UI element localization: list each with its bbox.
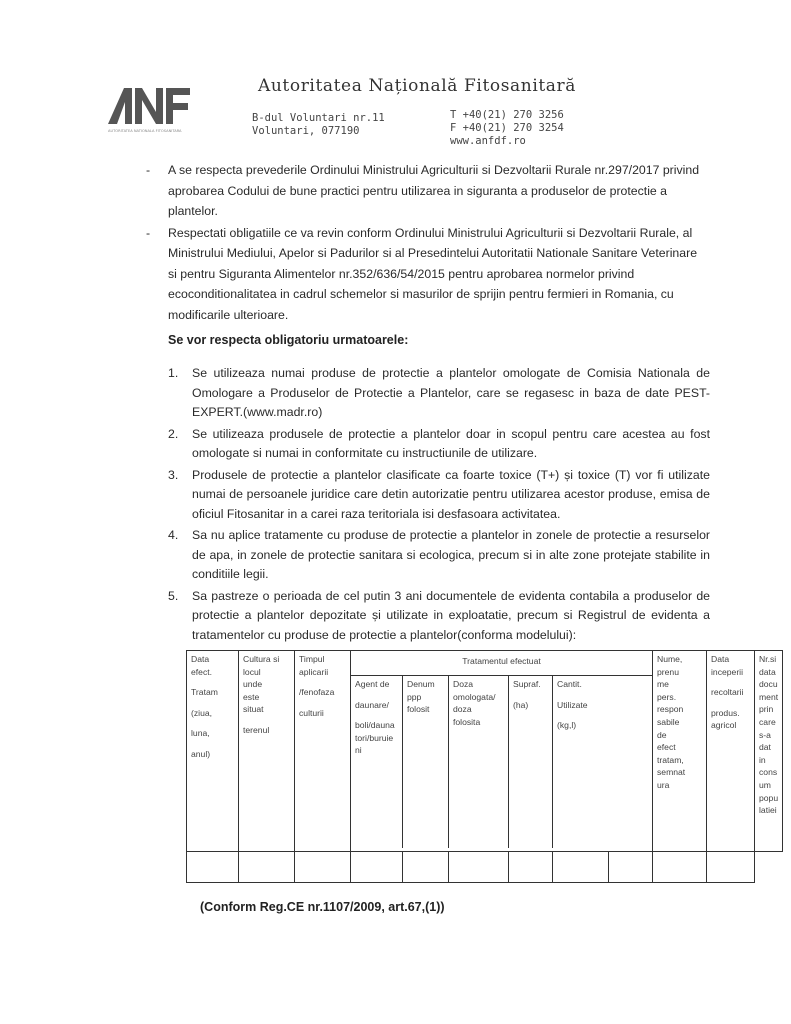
table-cell[interactable] <box>403 852 449 883</box>
header-line: unde <box>243 679 263 690</box>
header-line: situat <box>243 704 264 715</box>
header-line: luna, <box>191 728 210 739</box>
address-line: Voluntari, 077190 <box>252 125 360 137</box>
header-line: Cultura si <box>243 654 280 664</box>
header-line <box>355 691 398 699</box>
table-cell[interactable] <box>295 852 351 883</box>
header-line: efect. <box>191 666 213 677</box>
header-line: prenu <box>657 666 679 677</box>
treatment-group <box>351 651 653 852</box>
table-cell[interactable] <box>609 852 653 883</box>
table-cell[interactable] <box>553 852 609 883</box>
header-line: docu <box>759 679 778 690</box>
col-cantit <box>553 676 609 848</box>
item-text: Sa nu aplice tratamente cu produse de protectie a plantelor in zonele de protectie a resurselor de apa, in zonele de protectie sanitara si ecologica, precum si in alte zone protejate stabilite in conditiile legii. <box>192 528 710 581</box>
fax-number: F +40(21) 270 3254 <box>450 122 564 134</box>
header-line: Data <box>711 654 730 664</box>
header-line: produs. <box>711 707 740 718</box>
item-number: 1. <box>168 366 179 380</box>
table-cell[interactable] <box>509 852 553 883</box>
header-line: respon <box>657 704 684 715</box>
header-line <box>191 719 234 727</box>
table-cell[interactable] <box>351 852 403 883</box>
list-item <box>168 587 710 646</box>
logo-caption: AUTORITATEA NATIONALA FITOSANITARA <box>108 129 182 133</box>
header-line: Supraf. <box>513 679 541 689</box>
header-line: locul <box>243 666 261 677</box>
item-text: Sa pastreze o perioada de cel putin 3 ani documentele de evidenta contabila a produselor de protectie a plantelor depozitate și utilizate in exploatatie, precum si Registrul de evidenta a tratamentelor cu produse de protectie a plantelor(conforma modelului): <box>192 588 710 642</box>
table-cell[interactable] <box>449 852 509 883</box>
header-line <box>557 691 605 699</box>
col-inceperii <box>707 651 755 852</box>
col-nr-si-data <box>755 651 783 852</box>
header-line <box>711 678 750 686</box>
header-line <box>191 678 234 686</box>
header-line <box>191 699 234 707</box>
header-line: este <box>243 691 260 702</box>
obligations-list <box>168 364 710 647</box>
header-line: data <box>759 666 776 677</box>
header-line: recoltarii <box>711 687 744 698</box>
treatment-register-table <box>186 650 783 883</box>
anf-logo <box>108 84 228 134</box>
header-line <box>711 699 750 707</box>
col-nume <box>653 651 707 852</box>
header-line <box>191 740 234 748</box>
col-supraf <box>509 676 553 848</box>
col-timpul <box>295 651 351 852</box>
header-line: s-a <box>759 729 771 740</box>
header-line: Nume, <box>657 654 683 664</box>
header-line: ura <box>657 779 670 790</box>
header-line: (kg,l) <box>557 720 577 731</box>
table-cell[interactable] <box>707 852 755 883</box>
bullet-text: A se respecta prevederile Ordinului Ministrului Agriculturii si Dezvoltarii Rurale nr.297/2017 privind aprobarea Codului de bune practici pentru utilizarea in siguranta a produselor de protectie a plantelor. <box>168 163 700 218</box>
header-line: Timpul <box>299 654 325 664</box>
bullet-list <box>146 160 706 326</box>
bullet-item: - Respectati obligatiile ce va revin conform Ordinului Ministrului Agriculturii si Dezvoltarii Rurale, al Ministrului Mediului, Apelor si Padurilor si al Presedintelui Autoritatii Nationale Sanitare Veterinare si pentru Siguranta Alimentelor nr.352/636/54/2015 pentru aprobarea normelor privind ecoconditionalitatea in cadrul schemelor si masurilor de sprijin pentru fermieri in Romania, cu modificarile ulterioare. <box>146 225 698 322</box>
header-line: terenul <box>243 724 270 735</box>
header-line <box>557 711 605 719</box>
item-text: Se utilizeaza numai produse de protectie a plantelor omologate de Comisia Nationala de Omologare a Produselor de Protectie a Plantelor, care se regasesc in baza de date PEST-EXPERT.(www.madr.ro) <box>192 366 710 419</box>
header-line: latiei <box>759 805 777 816</box>
header-line: Agent de <box>355 679 390 689</box>
header-line: ni <box>355 745 362 756</box>
list-item <box>168 425 710 464</box>
header-line: Utilizate <box>557 699 588 710</box>
table-cell[interactable] <box>187 852 239 883</box>
header-line: semnat <box>657 767 686 778</box>
col-doza <box>449 676 509 848</box>
header-line: folosit <box>407 704 430 715</box>
header-line: cons <box>759 767 778 778</box>
website-link[interactable]: www.anfdf.ro <box>450 135 526 147</box>
bullet-item: - A se respecta prevederile Ordinului Ministrului Agriculturii si Dezvoltarii Rurale nr.297/2017 privind aprobarea Codului de bune practici pentru utilizarea in siguranta a produselor de protectie a plantelor. <box>146 163 700 218</box>
header-line <box>355 711 398 719</box>
header-line: dat <box>759 742 771 753</box>
header-line: doza <box>453 704 472 715</box>
header-line: /fenofaza <box>299 687 335 698</box>
header-line: um <box>759 779 771 790</box>
header-line: efect <box>657 742 676 753</box>
header-line: ppp <box>407 691 422 702</box>
header-line: culturii <box>299 707 324 718</box>
contact-block <box>450 109 564 148</box>
header-line <box>243 716 290 724</box>
list-item <box>168 526 710 585</box>
item-number: 5. <box>168 588 179 603</box>
organization-name: Autoritatea Națională Fitosanitară <box>258 76 576 96</box>
header-line <box>299 678 346 686</box>
header-line: inceperii <box>711 666 744 677</box>
table-cell[interactable] <box>239 852 295 883</box>
header-line: tratam, <box>657 754 684 765</box>
header-line: omologata/ <box>453 691 496 702</box>
table-cell[interactable] <box>653 852 707 883</box>
treatment-group-header: Tratamentul efectuat <box>351 651 652 676</box>
header-line: in <box>759 754 766 765</box>
header-line: ment <box>759 691 779 702</box>
table-header-row <box>187 651 783 852</box>
phone-number: T +40(21) 270 3256 <box>450 109 564 121</box>
header-line: Denum <box>407 679 435 689</box>
address-block <box>252 112 385 138</box>
header-line: prin <box>759 704 774 715</box>
list-item <box>168 364 710 423</box>
header-line: folosita <box>453 716 481 727</box>
col-data-efect <box>187 651 239 852</box>
regulation-reference: (Conform Reg.CE nr.1107/2009, art.67,(1)) <box>200 900 445 914</box>
header-line: care <box>759 716 776 727</box>
header-line: Data <box>191 654 210 664</box>
item-number: 3. <box>168 467 179 482</box>
item-text: Se utilizeaza produsele de protectie a plantelor doar in scopul pentru care acestea au fost omologate si numai in conformitate cu instructiunile de utilizare. <box>192 426 710 460</box>
header-line: Cantit. <box>557 679 582 689</box>
header-line: (ziua, <box>191 707 213 718</box>
col-agent <box>351 676 403 848</box>
header-line: me <box>657 679 669 690</box>
list-item <box>168 466 710 525</box>
header-line <box>299 699 346 707</box>
item-number: 4. <box>168 528 179 542</box>
header-line <box>513 691 548 699</box>
item-text: Produsele de protectie a plantelor clasificate ca foarte toxice (T+) și toxice (T) vor fi utilizate numai de persoanele juridice care detin autorizatie pentru utilizarea acestor produse, emisa de oficiul Fitosanitar in a carei raza teritoriala isi desfasoara activitatea. <box>192 467 710 521</box>
address-line: B-dul Voluntari nr.11 <box>252 112 385 124</box>
header-line: Nr.si <box>759 654 777 664</box>
header-line: daunare/ <box>355 699 389 710</box>
header-line: anul) <box>191 748 211 759</box>
header-line: Doza <box>453 679 474 689</box>
header-line: agricol <box>711 720 737 731</box>
header-line: popu <box>759 792 779 803</box>
table-row <box>187 852 783 883</box>
header-line: Tratam <box>191 687 218 698</box>
obligations-heading: Se vor respecta obligatoriu urmatoarele: <box>168 333 409 347</box>
header-line: boli/dauna <box>355 720 395 731</box>
bullet-text: Respectati obligatiile ce va revin conform Ordinului Ministrului Agriculturii si Dezvoltarii Rurale, al Ministrului Mediului, Apelor si Padurilor si al Presedintelui Autoritatii Nationale Sanitare Veterinare si pentru Siguranta Alimentelor nr.352/636/54/2015 pentru aprobarea normelor privind ecoconditionalitatea in cadrul schemelor si masurilor de sprijin pentru fermieri in Romania, cu modificarile ulterioare. <box>168 225 698 322</box>
header-line: aplicarii <box>299 666 329 677</box>
header-line: de <box>657 729 667 740</box>
item-number: 2. <box>168 426 179 441</box>
col-cultura <box>239 651 295 852</box>
header-line: pers. <box>657 691 677 702</box>
header-line: (ha) <box>513 699 529 710</box>
header-line: sabile <box>657 716 680 727</box>
col-denum <box>403 676 449 848</box>
header-line: tori/buruie <box>355 732 394 743</box>
